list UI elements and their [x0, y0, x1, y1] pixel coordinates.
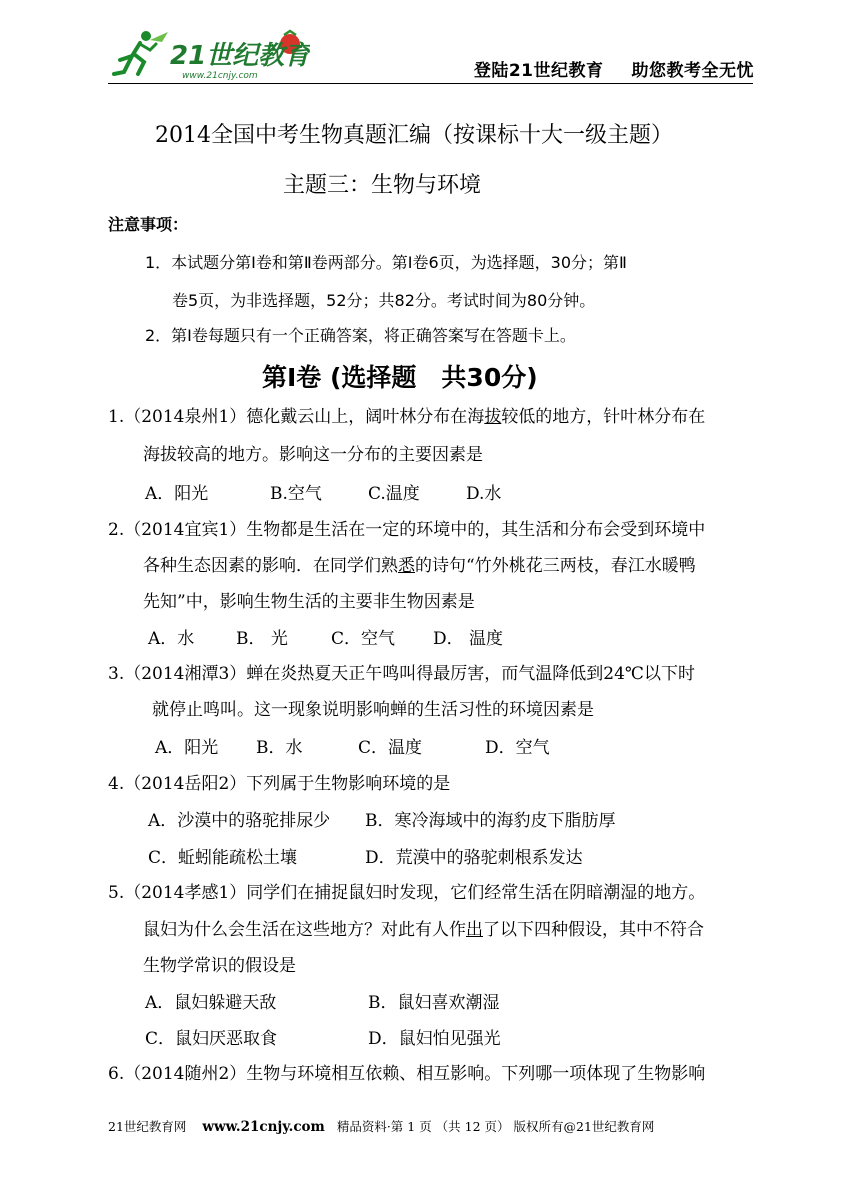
option-d: D． 温度 [433, 629, 504, 649]
site-logo [110, 26, 310, 84]
slogan-right: 助您教考全无忧 [631, 61, 754, 81]
question-5-line-1: 5.（2014孝感1）同学们在捕捉鼠妇时发现，它们经常生活在阴暗潮湿的地方。 [108, 883, 706, 903]
header-divider [108, 83, 753, 84]
option-c: C．鼠妇厌恶取食 [145, 1029, 278, 1049]
footer-org: 21世纪教育网 [108, 1119, 187, 1134]
footer-site-link[interactable]: www.21cnjy.com [202, 1119, 325, 1135]
svg-text:www.21cnjy.com: www.21cnjy.com [182, 71, 258, 81]
logo-graphic [110, 26, 310, 84]
option-c: C．温度 [358, 738, 423, 758]
question-2-line-2: 各种生态因素的影响．在同学们熟悉的诗句“竹外桃花三两枝，春江水暖鸭 [143, 556, 696, 576]
question-3-line-1: 3.（2014湘潭3）蝉在炎热夏天正午鸣叫得最厉害，而气温降低到24℃以下时 [108, 664, 695, 684]
option-d: D.水 [466, 484, 502, 504]
question-4-line-1: 4.（2014岳阳2）下列属于生物影响环境的是 [108, 774, 451, 794]
option-a: A．阳光 [155, 738, 219, 758]
option-d: D．荒漠中的骆驼刺根系发达 [365, 848, 583, 868]
page-title: 2014全国中考生物真题汇编（按课标十大一级主题） [155, 123, 673, 148]
option-b: B．水 [256, 738, 303, 758]
question-5-line-2: 鼠妇为什么会生活在这些地方？对此有人作出了以下四种假设，其中不符合 [143, 920, 704, 940]
question-1-line-2: 海拔较高的地方。影响这一分布的主要因素是 [143, 445, 483, 465]
notice-heading: 注意事项： [108, 215, 189, 234]
question-2-line-3: 先知”中，影响生物生活的主要非生物因素是 [143, 592, 475, 612]
notice-line-1: 1．本试题分第Ⅰ卷和第Ⅱ卷两部分。第Ⅰ卷6页，为选择题，30分；第Ⅱ [145, 253, 627, 272]
page-subtitle: 主题三：生物与环境 [283, 173, 482, 198]
question-2-line-1: 2.（2014宜宾1）生物都是生活在一定的环境中的，其生活和分布会受到环境中 [108, 520, 706, 540]
option-a: A．阳光 [145, 484, 209, 504]
option-b: B．寒冷海域中的海豹皮下脂肪厚 [365, 811, 616, 831]
option-b: B． 光 [236, 629, 288, 649]
footer-info: 精品资料·第 1 页 （共 12 页） 版权所有@21世纪教育网 [336, 1119, 655, 1134]
question-1-line-1: 1.（2014泉州1）德化戴云山上，阔叶林分布在海拔较低的地方，针叶林分布在 [108, 407, 706, 427]
question-3-line-2: 就停止鸣叫。这一现象说明影响蝉的生活习性的环境因素是 [152, 700, 594, 720]
slogan-left: 登陆21世纪教育 [473, 61, 604, 81]
question-5-line-3: 生物学常识的假设是 [143, 956, 296, 976]
option-c: C．空气 [331, 629, 396, 649]
option-d: D．鼠妇怕见强光 [368, 1029, 501, 1049]
header-slogan [474, 56, 754, 81]
page-footer [108, 1117, 654, 1135]
section-title: 第Ⅰ卷 (选择题 共30分) [262, 363, 538, 392]
option-a: A．沙漠中的骆驼排尿少 [148, 811, 331, 831]
notice-line-2: 2．第Ⅰ卷每题只有一个正确答案，将正确答案写在答题卡上。 [145, 326, 576, 345]
notice-line-1b: 卷5页，为非选择题，52分；共82分。考试时间为80分钟。 [172, 291, 596, 310]
option-b: B.空气 [270, 484, 322, 504]
option-d: D．空气 [485, 738, 550, 758]
question-6-line-1: 6.（2014随州2）生物与环境相互依赖、相互影响。下列哪一项体现了生物影响 [108, 1064, 706, 1084]
option-b: B．鼠妇喜欢潮湿 [368, 993, 500, 1013]
option-a: A．水 [148, 629, 195, 649]
svg-text:21世纪教育: 21世纪教育 [170, 41, 310, 71]
option-c: C．蚯蚓能疏松土壤 [148, 848, 298, 868]
option-c: C.温度 [368, 484, 420, 504]
option-a: A．鼠妇躲避天敌 [145, 993, 277, 1013]
